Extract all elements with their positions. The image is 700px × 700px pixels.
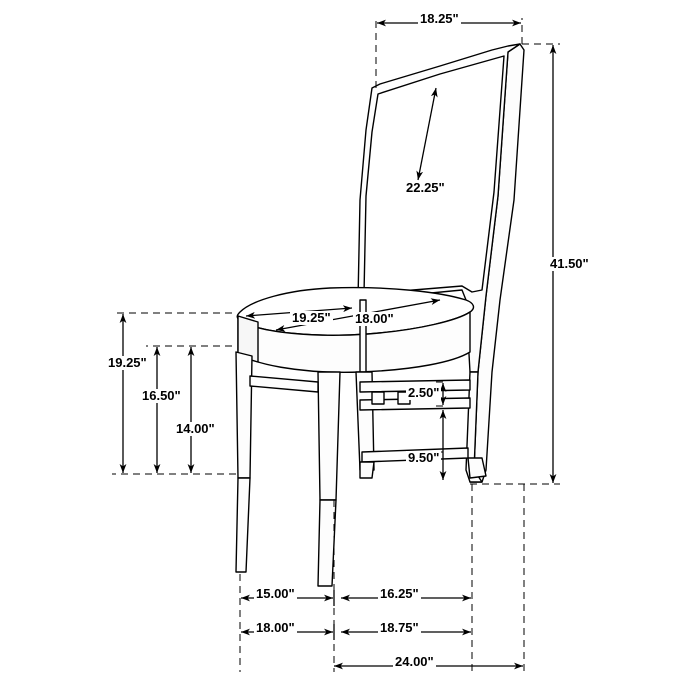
dim-label-seat-base-rear: 18.75" bbox=[380, 620, 419, 635]
dim-label-seat-height-inner: 14.00" bbox=[176, 421, 215, 436]
dim-label-seat-height-mid: 16.50" bbox=[142, 388, 181, 403]
dim-label-front-leg-depth: 15.00" bbox=[256, 586, 295, 601]
dim-label-seat-width: 18.00" bbox=[355, 311, 394, 326]
dim-label-overall-depth: 24.00" bbox=[395, 654, 434, 669]
dim-label-back-height: 22.25" bbox=[406, 180, 445, 195]
dim-label-seat-base-front: 18.00" bbox=[256, 620, 295, 635]
dim-label-seat-depth: 19.25" bbox=[292, 310, 331, 325]
dim-label-overall-height: 41.50" bbox=[550, 256, 589, 271]
dim-label-back-width: 18.25" bbox=[420, 11, 459, 26]
dim-label-rear-leg-depth: 16.25" bbox=[380, 586, 419, 601]
dim-label-stretcher-gap: 2.50" bbox=[408, 385, 440, 400]
dim-label-seat-height-outer: 19.25" bbox=[108, 355, 147, 370]
dim-label-stretcher-height: 9.50" bbox=[408, 450, 440, 465]
